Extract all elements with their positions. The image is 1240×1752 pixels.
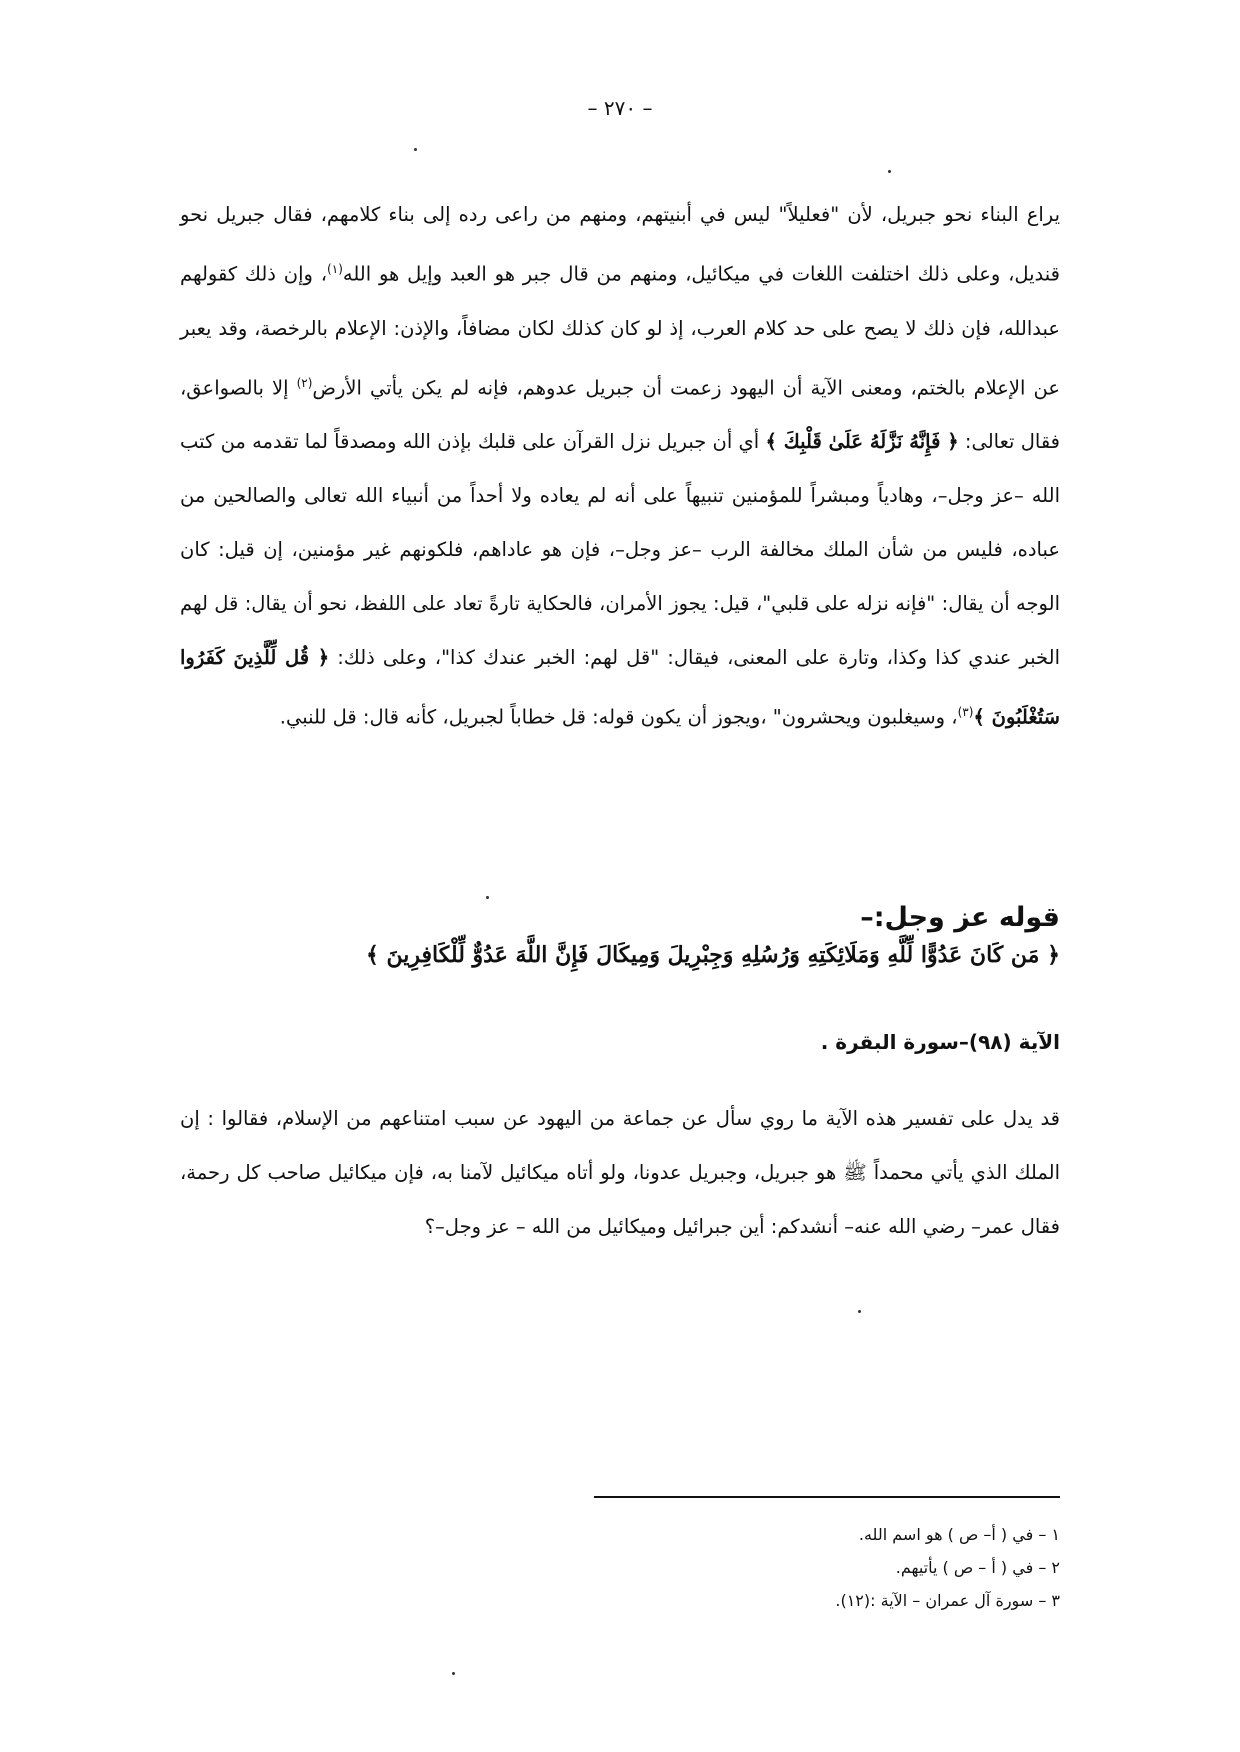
scan-speck bbox=[858, 1310, 861, 1313]
text-run: ، وسيغلبون ويحشرون" ،ويجوز أن يكون قوله: قل خطاباً لجبريل، كأنه قال: قل للنبي. bbox=[279, 705, 958, 729]
verse-reference: الآية (٩٨)–سورة البقرة . bbox=[820, 1030, 1060, 1054]
scan-speck bbox=[888, 170, 891, 173]
footnote-divider bbox=[594, 1496, 1060, 1498]
footnote: ٣ – سورة آل عمران – الآية :(١٢). bbox=[835, 1591, 1060, 1610]
scan-speck bbox=[414, 148, 417, 151]
body-paragraph-2: قد يدل على تفسير هذه الآية ما روي سأل عن جماعة من اليهود عن سبب امتناعهم من الإسلام، فقالوا : إن الملك الذي يأتي محمداً ﷺ هو جبريل، وجبريل عدونا، ولو أتاه ميكائيل لآمنا به، فإن ميكائيل صاحب كل رحمة، فقال عمر– رضي الله عنه– أنشدكم: أين جبرائيل وميكائيل من الله – عز وجل–؟ bbox=[180, 1107, 1060, 1238]
quran-quote: ﴿ قُل لِّلَّذِينَ كَفَرُوا سَتُغْلَبُونَ ﴾ bbox=[180, 646, 1060, 729]
text-run: يراع البناء نحو جبريل، لأن "فعليلاً" ليس في أبنيتهم، ومنهم من راعى رده إلى بناء كلامهم، فقال جبريل نحو قنديل، وعلى ذلك اختلفت اللغات في ميكائيل، ومنهم من قال جبر هو العبد وإيل هو الله bbox=[180, 203, 1060, 286]
text-run: إلا بالصواعق، فقال تعالى: bbox=[180, 376, 1061, 453]
footnote-marker: (٢) bbox=[296, 375, 313, 390]
text-run: ، وإن ذلك كقولهم عبدالله، فإن ذلك لا يصح على حد كلام العرب، إذ لو كان كذلك لكان مضافاً، والإذن: الإعلام بالرخصة، وقد يعبر عن الإعلام بالختم، ومعنى الآية أن اليهود زعمت أن جبريل عدوهم، فإنه لم يكن يأتي الأرض bbox=[180, 262, 1060, 399]
footnotes bbox=[594, 1518, 1060, 1617]
quran-quote: ﴿ فَإِنَّهُ نَزَّلَهُ عَلَىٰ قَلْبِكَ ﴾ bbox=[765, 430, 959, 453]
scan-speck bbox=[486, 896, 489, 899]
page-number: – ٢٧٠ – bbox=[587, 96, 653, 120]
footnote: ١ – في ( أ– ص ) هو اسم الله. bbox=[858, 1525, 1060, 1544]
footnote-marker: (٣) bbox=[957, 705, 974, 719]
footnote-marker: (١) bbox=[327, 262, 343, 276]
body-paragraph bbox=[180, 188, 1060, 745]
footnote: ٢ – في ( أ – ص ) يأتيهم. bbox=[895, 1558, 1060, 1577]
scan-speck bbox=[452, 1672, 455, 1675]
section-heading: قوله عز وجل:– bbox=[860, 902, 1060, 933]
text-run: أي أن جبريل نزل القرآن على قلبك بإذن الله ومصدقاً لما تقدمه من كتب الله –عز وجل–، وهادياً ومبشراً للمؤمنين تنبيهاً على أنه لم يعاده ولا أحداً من أنبياء الله تعالى والصالحين من عباده، فليس من شأن الملك مخالفة الرب –عز وجل–، فإن هو عاداهم، فلكونهم غير مؤمنين، إن قيل: كان الوجه أن يقال: "فإنه نزله على قلبي"، قيل: يجوز الأمران، فالحكاية تارةً تعاد على اللفظ، نحو أن يقال: قل لهم الخبر عندي كذا وكذا، وتارة على المعنى، فيقال: "قل لهم: الخبر عندك كذا"، وعلى ذلك: bbox=[180, 430, 1060, 669]
quran-verse: ﴿ مَن كَانَ عَدُوًّا لِّلَّهِ وَمَلَائِكَتِهِ وَرُسُلِهِ وَجِبْرِيلَ وَمِيكَالَ فَإِنَّ اللَّهَ عَدُوٌّ لِّلْكَافِرِينَ ﴾ bbox=[365, 942, 1060, 968]
